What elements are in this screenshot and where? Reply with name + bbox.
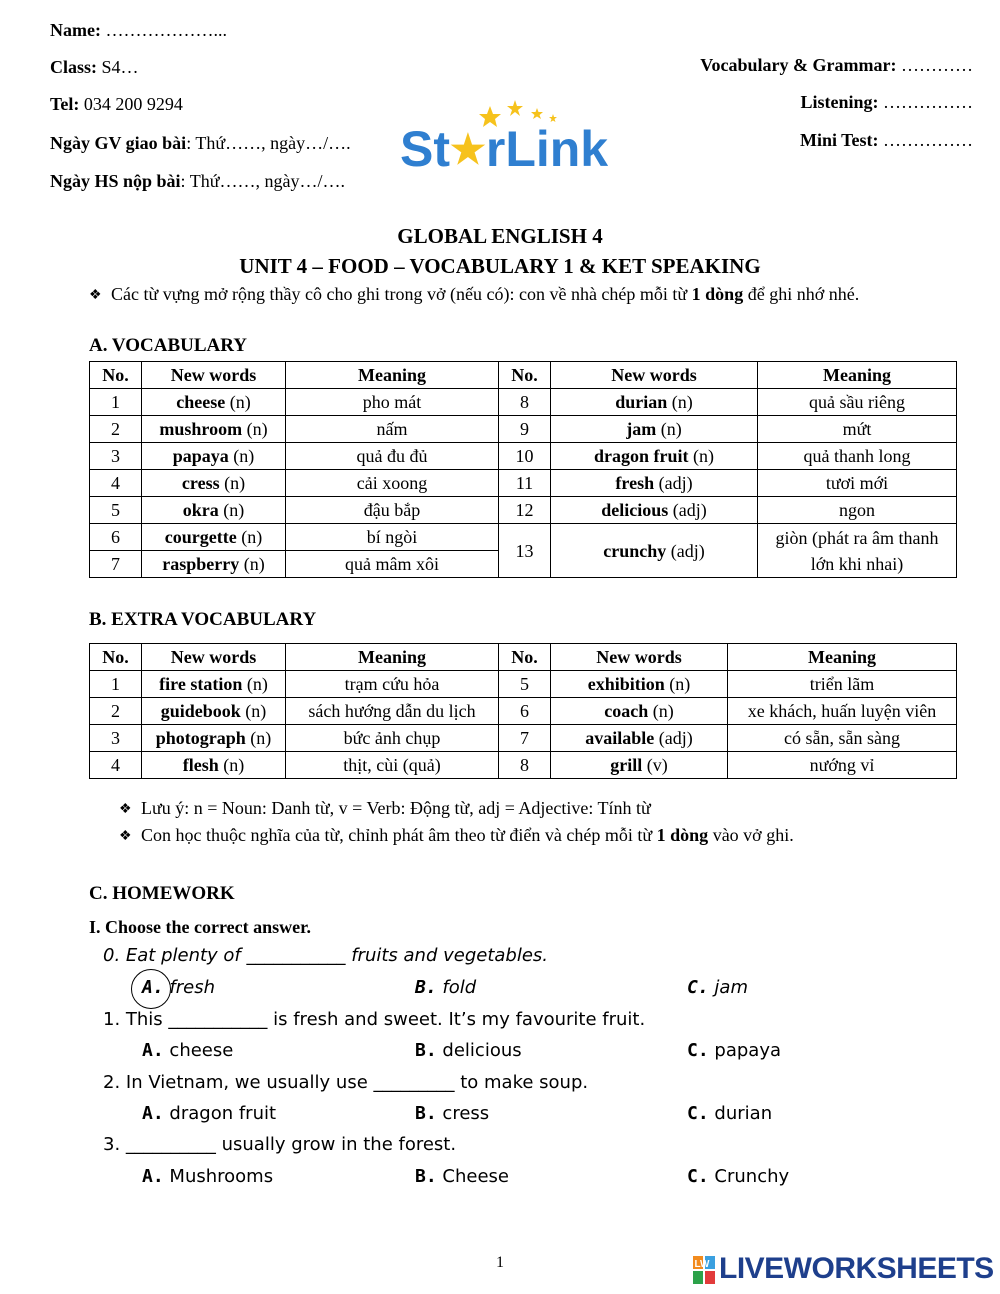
note-study: ❖ Con học thuộc nghĩa của từ, chỉnh phát âm theo từ điển và chép mỗi từ 1 dòng vào vở ghi.	[119, 825, 794, 845]
q0-option-c[interactable]: C. jam	[687, 977, 748, 998]
logo-text: St★rLink	[400, 121, 609, 177]
q1-option-b[interactable]: B. delicious	[415, 1040, 522, 1061]
table-row: 4 flesh (n) thịt, cùi (quả) 8 grill (v) nướng vỉ	[90, 752, 957, 779]
name-line: Name: ………………...	[50, 20, 227, 40]
table-header-row: No. New words Meaning No. New words Meaning	[90, 644, 957, 671]
q2-option-b[interactable]: B. cress	[415, 1103, 490, 1124]
q1-option-a[interactable]: A. cheese	[142, 1040, 234, 1061]
vocabulary-table	[89, 361, 957, 578]
table-header-row	[90, 362, 957, 389]
submit-date-line: Ngày HS nộp bài: Thứ……, ngày…/….	[50, 171, 345, 191]
extra-vocabulary-table	[89, 643, 957, 779]
q2-option-a[interactable]: A. dragon fruit	[142, 1103, 277, 1124]
starlink-logo	[400, 98, 640, 178]
class-line: Class: S4…	[50, 57, 139, 77]
vocab-grammar-score: Vocabulary & Grammar: …………	[700, 55, 973, 75]
diamond-bullet-icon: ❖	[119, 802, 132, 817]
q0-option-a[interactable]: A. fresh	[142, 977, 216, 998]
question-0: 0. Eat plenty of ___________ fruits and vegetables.	[103, 945, 549, 966]
table-row: 5 okra (n) đậu bắp 12 delicious (adj) ngon	[90, 497, 957, 524]
question-1: 1. This ___________ is fresh and sweet. It’s my favourite fruit.	[103, 1009, 646, 1030]
question-2: 2. In Vietnam, we usually use _________ to make soup.	[103, 1072, 589, 1093]
liveworksheets-text: LIVEWORKSHEETS	[719, 1252, 994, 1285]
q3-option-c[interactable]: C. Crunchy	[687, 1166, 790, 1187]
header-no: No.	[499, 362, 551, 389]
table-row: 2 guidebook (n) sách hướng dẫn du lịch 6 coach (n) xe khách, huấn luyện viên	[90, 698, 957, 725]
table-row: 6 courgette (n) bí ngòi 13 crunchy (adj) giòn (phát ra âm thanh lớn khi nhai)	[90, 524, 957, 551]
section-c-heading: C. HOMEWORK	[89, 883, 235, 904]
header-new-words: New words	[551, 362, 758, 389]
q0-option-b[interactable]: B. fold	[415, 977, 477, 998]
assigned-date-line: Ngày GV giao bài: Thứ……, ngày…/….	[50, 133, 351, 153]
diamond-bullet-icon: ❖	[119, 829, 132, 844]
table-row: 4 cress (n) cải xoong 11 fresh (adj) tươi mới	[90, 470, 957, 497]
part-1-heading: I. Choose the correct answer.	[89, 917, 311, 937]
table-row: 1 cheese (n) pho mát 8 durian (n) quả sầu riêng	[90, 389, 957, 416]
table-row: 2 mushroom (n) nấm 9 jam (n) mứt	[90, 416, 957, 443]
header-new-words: New words	[142, 362, 286, 389]
table-row: 3 papaya (n) quả đu đủ 10 dragon fruit (n) quả thanh long	[90, 443, 957, 470]
page-number: 1	[496, 1254, 504, 1271]
svg-text:LW: LW	[694, 1259, 710, 1270]
page-title: GLOBAL ENGLISH 4	[397, 224, 603, 248]
table-row: 1 fire station (n) trạm cứu hỏa 5 exhibition (n) triển lãm	[90, 671, 957, 698]
header-meaning: Meaning	[286, 362, 499, 389]
header-no: No.	[90, 362, 142, 389]
q1-option-c[interactable]: C. papaya	[687, 1040, 782, 1061]
liveworksheets-badge-icon	[693, 1256, 717, 1286]
diamond-bullet-icon: ❖	[89, 288, 102, 303]
section-a-heading: A. VOCABULARY	[89, 335, 248, 356]
tel-line: Tel: 034 200 9294	[50, 94, 183, 114]
header-meaning: Meaning	[758, 362, 957, 389]
question-3: 3. __________ usually grow in the forest.	[103, 1134, 457, 1155]
mini-test-score: Mini Test: ……………	[799, 130, 973, 150]
table-row: 3 photograph (n) bức ảnh chụp 7 available (adj) có sẵn, sẵn sàng	[90, 725, 957, 752]
section-b-heading: B. EXTRA VOCABULARY	[89, 609, 317, 630]
listening-score: Listening: ……………	[800, 92, 973, 112]
note-pos: ❖ Lưu ý: n = Noun: Danh từ, v = Verb: Động từ, adj = Adjective: Tính từ	[119, 798, 651, 818]
q2-option-c[interactable]: C. durian	[687, 1103, 773, 1124]
intro-note: ❖ Các từ vựng mở rộng thầy cô cho ghi trong vở (nếu có): con về nhà chép mỗi từ 1 dòng để ghi nhớ nhé.	[89, 284, 860, 304]
page-subtitle: UNIT 4 – FOOD – VOCABULARY 1 & KET SPEAKING	[239, 254, 761, 278]
q3-option-b[interactable]: B. Cheese	[415, 1166, 509, 1187]
table-row: 7 raspberry (n) quả mâm xôi	[90, 551, 957, 578]
q3-option-a[interactable]: A. Mushrooms	[142, 1166, 274, 1187]
